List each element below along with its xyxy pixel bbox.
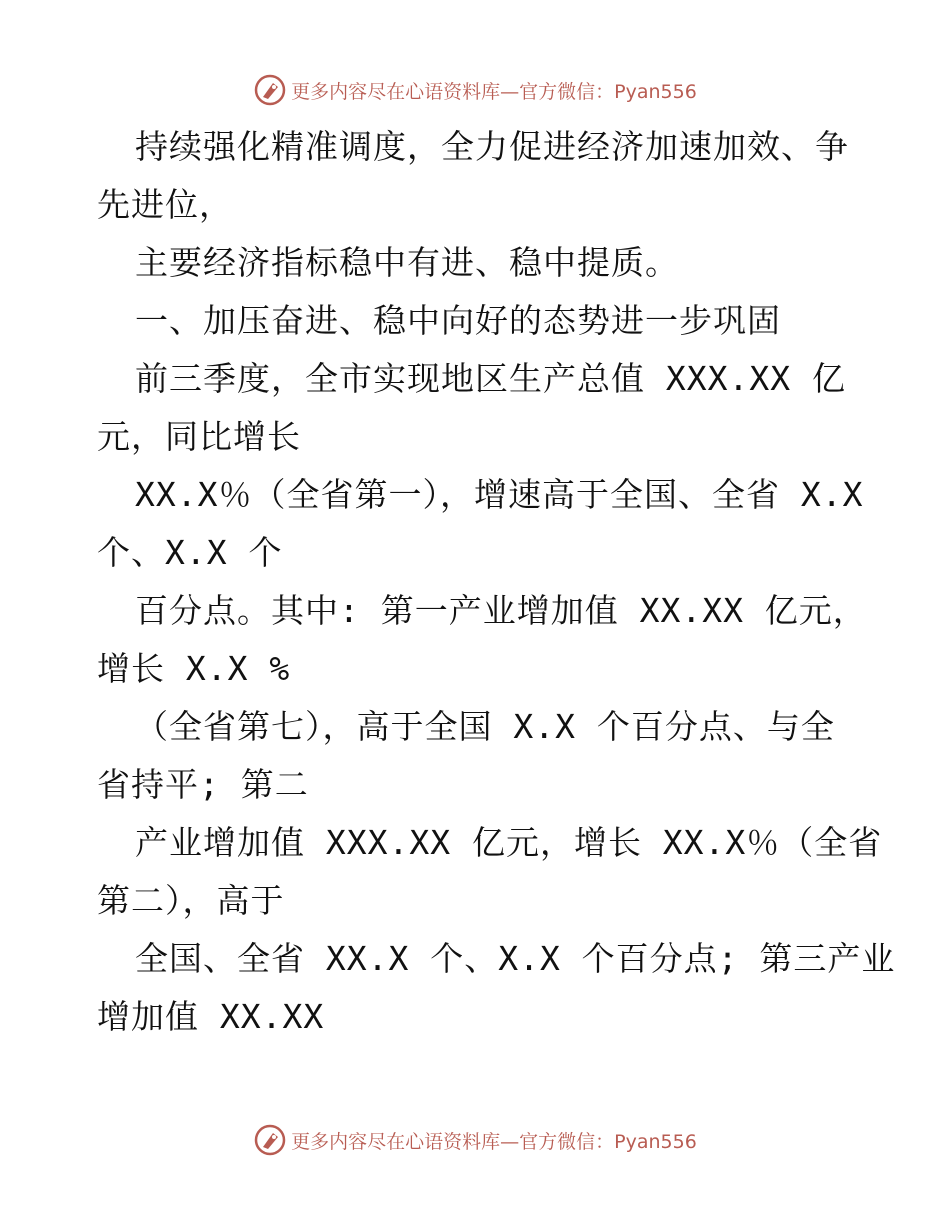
footer-text [291, 1127, 697, 1154]
paragraph-line: 产业增加值 XXX.XX 亿元，增长 XX.X％（全省 [135, 823, 883, 862]
paragraph-line: 增加值 XX.XX [97, 997, 325, 1036]
footer-label: 更多内容尽在心语资料库—官方微信： [291, 1130, 615, 1153]
section-heading: 一、加压奋进、稳中向好的态势进一步巩固 [135, 301, 781, 340]
paragraph-line: 前三季度，全市实现地区生产总值 XXX.XX 亿 [135, 359, 846, 398]
paragraph-line: 主要经济指标稳中有进、稳中提质。 [135, 243, 679, 282]
pen-nib-circle-icon [253, 73, 287, 107]
paragraph-line: 先进位， [97, 185, 233, 224]
document-body [97, 118, 896, 1046]
header-text [291, 77, 697, 104]
header-wechat-id: Pyan556 [614, 80, 697, 103]
header-label: 更多内容尽在心语资料库—官方微信： [291, 80, 615, 103]
paragraph-line: （全省第七），高于全国 X.X 个百分点、与全 [135, 707, 835, 746]
header-banner [0, 68, 950, 112]
paragraph-line: 百分点。其中: 第一产业增加值 XX.XX 亿元， [135, 591, 867, 630]
paragraph-line: 全国、全省 XX.X 个、X.X 个百分点; 第三产业 [135, 939, 896, 978]
footer-banner [0, 1118, 950, 1162]
paragraph-line: 第二），高于 [97, 881, 285, 920]
pen-nib-circle-icon [253, 1123, 287, 1157]
paragraph-line: 个、X.X 个 [97, 533, 283, 572]
paragraph-line: 增长 X.X % [97, 649, 291, 688]
paragraph-line: 持续强化精准调度，全力促进经济加速加效、争 [135, 127, 849, 166]
paragraph-line: XX.X％（全省第一），增速高于全国、全省 X.X [135, 475, 864, 514]
paragraph-line: 省持平; 第二 [97, 765, 309, 804]
footer-wechat-id: Pyan556 [614, 1130, 697, 1153]
paragraph-line: 元，同比增长 [97, 417, 301, 456]
